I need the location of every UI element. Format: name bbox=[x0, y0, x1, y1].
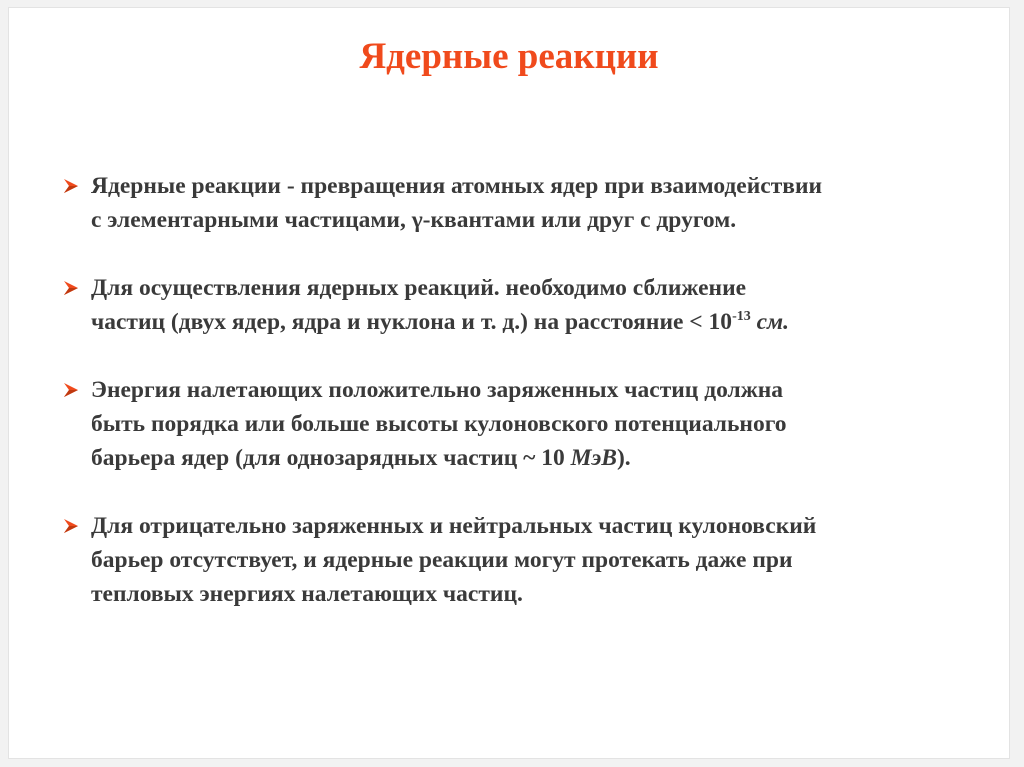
item-text-line: с элементарными частицами, γ-квантами или друг с другом. bbox=[91, 207, 737, 233]
list-item bbox=[61, 509, 961, 611]
item-text-line: быть порядка или больше высоты кулоновского потенциального bbox=[91, 411, 787, 437]
item-text-line: Для осуществления ядерных реакций. необходимо сближение bbox=[91, 275, 747, 301]
item-text-line bbox=[91, 441, 961, 475]
item-text-line: Ядерные реакции - превращения атомных ядер при взаимодействии bbox=[91, 173, 823, 199]
exponent: -13 bbox=[732, 309, 751, 324]
item-text-line: тепловых энергиях налетающих частиц. bbox=[91, 581, 523, 607]
item-text: барьера ядер (для однозарядных частиц ~ 10 bbox=[91, 445, 571, 471]
slide bbox=[8, 7, 1010, 759]
arrow-bullet-icon bbox=[61, 169, 83, 203]
item-text-end: ). bbox=[616, 445, 631, 471]
item-text: частиц (двух ядер, ядра и нуклона и т. д.) на расстояние < 10 bbox=[91, 309, 733, 335]
item-text-line: Энергия налетающих положительно заряженных частиц должна bbox=[91, 377, 784, 403]
unit-text: см. bbox=[756, 309, 790, 335]
item-text-line: Для отрицательно заряженных и нейтральных частиц кулоновский bbox=[91, 513, 817, 539]
unit-text: МэВ bbox=[570, 445, 617, 471]
arrow-bullet-icon bbox=[61, 509, 83, 543]
list-item bbox=[61, 169, 961, 237]
item-text-line: барьер отсутствует, и ядерные реакции могут протекать даже при bbox=[91, 547, 793, 573]
item-text-line bbox=[91, 305, 961, 339]
bullet-list bbox=[61, 169, 961, 645]
arrow-bullet-icon bbox=[61, 373, 83, 407]
list-item bbox=[61, 373, 961, 475]
list-item bbox=[61, 271, 961, 339]
slide-title: Ядерные реакции bbox=[359, 36, 659, 77]
arrow-bullet-icon bbox=[61, 271, 83, 305]
